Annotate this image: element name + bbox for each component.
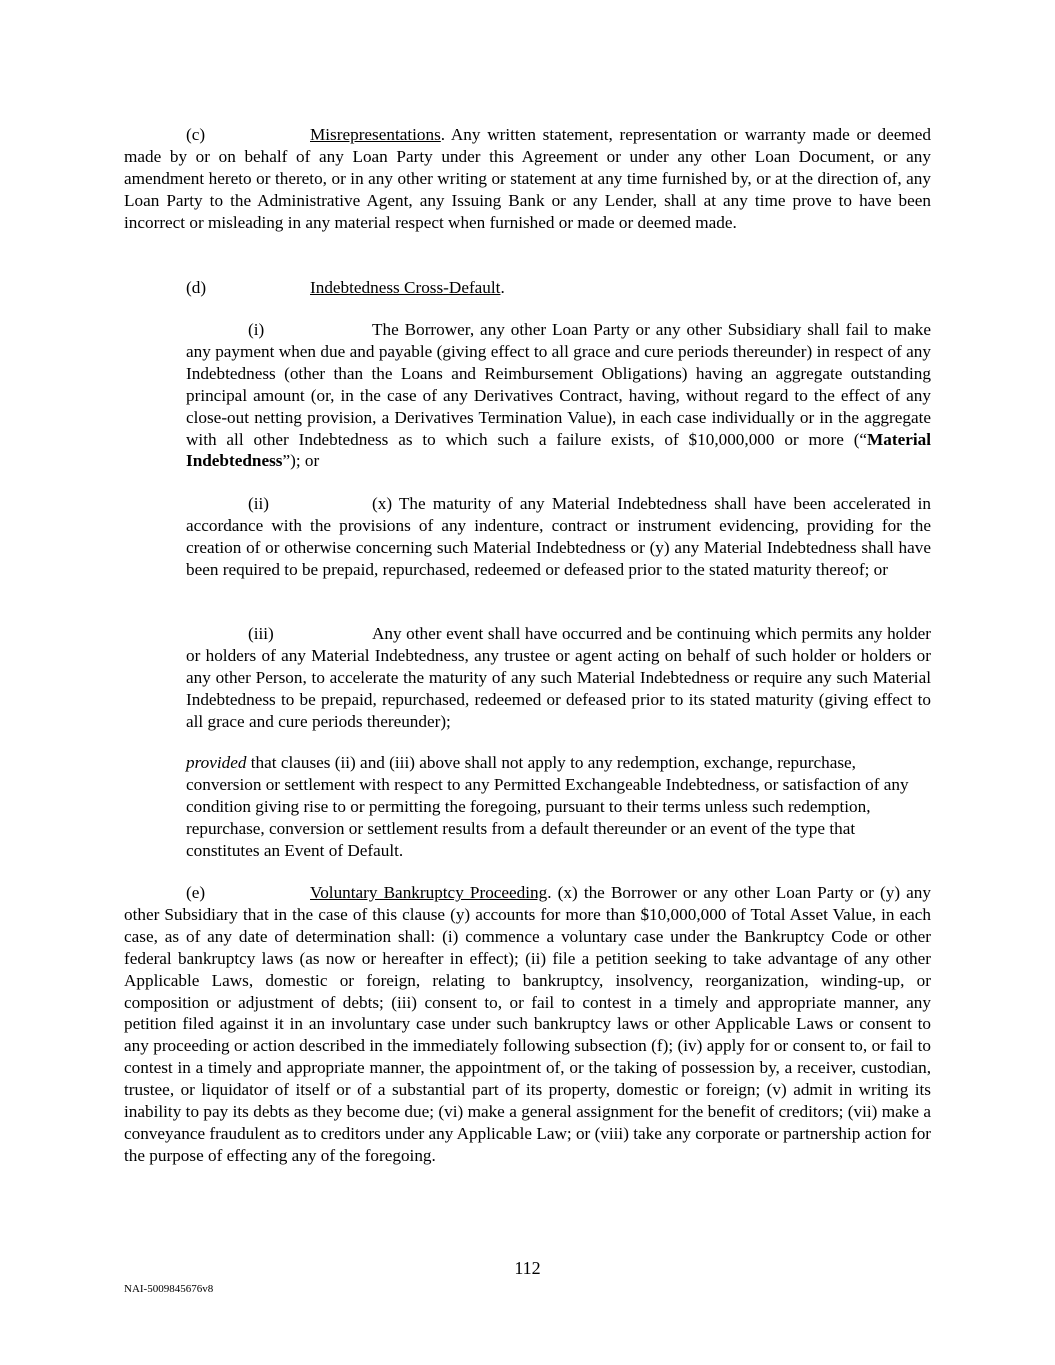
subsection-d-i-body-end: ”); or xyxy=(282,451,320,471)
section-e-body: . (x) the Borrower or any other Loan Party or (y) any other Subsidiary that in the case of this clause (y) accounts for more than $10,000,000 of Total Asset Value, in each case, as of any date of determination shall: (i) commence a voluntary case under the Bankruptcy Code or other federal bankruptcy laws (as now or hereafter in effect); (ii) file a petition seeking to take advantage of any other Applicable Laws, domestic or foreign, relating to bankruptcy, insolvency, reorganization, winding-up, or composition or adjustment of debts; (iii) consent to, or fail to contest in a timely and appropriate manner, any petition filed against it in an involuntary case under such bankruptcy laws or other Applicable Laws or consent to any proceeding or action described in the immediately following subsection (f); (iv) apply for or consent to, or fail to contest in a timely and appropriate manner, the appointment of, or the taking of possession by, a receiver, custodian, trustee, or liquidator of itself or of a substantial part of its property, domestic or foreign; (v) admit in writing its inability to pay its debts as they become due; (vi) make a general assignment for the benefit of creditors; (vii) make a conveyance fraudulent as to creditors under any Applicable Law; or (viii) take any corporate or partnership action for the purpose of effecting any of the foregoing. xyxy=(124,883,932,1165)
subsection-d-ii-body: (x) The maturity of any Material Indebtedness shall have been accelerated in accordance with the provisions of any indenture, contract or instrument evidencing, providing for the creation of or otherwise concerning such Material Indebtedness or (y) any Material Indebtedness shall have been required to be prepaid, repurchased, redeemed or defeased prior to the stated maturity thereof; or xyxy=(186,494,931,579)
section-d-heading-period: . xyxy=(500,278,505,297)
subsection-d-i-marker: (i) xyxy=(248,320,265,339)
section-c-marker: (c) xyxy=(186,125,206,144)
section-c-body: . Any written statement, representation or warranty made or deemed made by or on behalf of any Loan Party under this Agreement or under any other Loan Document, or any amendment hereto or thereto, or in any other writing or statement at any time furnished by, or at the direction of, any Loan Party to the Administrative Agent, any Issuing Bank or any Lender, shall at any time prove to have been incorrect or misleading in any material respect when furnished or made or deemed made. xyxy=(124,125,931,232)
section-d-indebtedness-cross-default xyxy=(124,277,931,299)
section-d-marker: (d) xyxy=(186,278,207,297)
proviso-body: that clauses (ii) and (iii) above shall not apply to any redemption, exchange, repurchase, conversion or settlement with respect to any Permitted Exchangeable Indebtedness, or satisfaction of any condition giving rise to or permitting the foregoing, pursuant to their terms unless such redemption, repurchase, conversion or settlement results from a default thereunder or an event of the type that constitutes an Event of Default. xyxy=(186,753,909,860)
subsection-d-ii xyxy=(186,493,931,581)
subsection-d-i-body: The Borrower, any other Loan Party or any other Subsidiary shall fail to make any payment when due and payable (giving effect to all grace and cure periods thereunder) in respect of any Indebtedness (other than the Loans and Reimbursement Obligations) having an aggregate outstanding principal amount (or, in the case of any Derivatives Contract, having, without regard to the effect of any close-out netting provision, a Derivatives Termination Value), in each case individually or in the aggregate with all other Indebtedness as to which such a failure exists, of $10,000,000 or more (“ xyxy=(186,320,931,449)
section-c-misrepresentations xyxy=(124,124,931,234)
document-id: NAI-5009845676v8 xyxy=(124,1283,214,1295)
subsection-d-ii-marker: (ii) xyxy=(248,494,269,513)
proviso-italic-term: provided xyxy=(186,753,247,772)
section-e-marker: (e) xyxy=(186,883,206,902)
subsection-d-iii xyxy=(186,623,931,733)
subsection-d-iii-body: Any other event shall have occurred and be continuing which permits any holder or holders of any Material Indebtedness, any trustee or agent acting on behalf of such holder or holders or any other Person, to accelerate the maturity of any such Material Indebtedness or require any such Material Indebtedness to be prepaid, repurchased, redeemed or defeased prior to its stated maturity (giving effect to all grace and cure periods thereunder); xyxy=(186,624,931,731)
section-e-heading: Voluntary Bankruptcy Proceeding xyxy=(310,883,548,902)
subsection-d-iii-marker: (iii) xyxy=(248,624,274,643)
section-e-voluntary-bankruptcy xyxy=(124,882,931,1167)
proviso-paragraph xyxy=(186,752,926,862)
defined-term-material-indebtedness: Material Indebtedness xyxy=(186,429,931,471)
page-number: 112 xyxy=(514,1258,541,1278)
section-d-heading: Indebtedness Cross-Default xyxy=(310,278,501,297)
subsection-d-i xyxy=(186,319,931,472)
section-c-heading: Misrepresentations xyxy=(310,125,441,144)
